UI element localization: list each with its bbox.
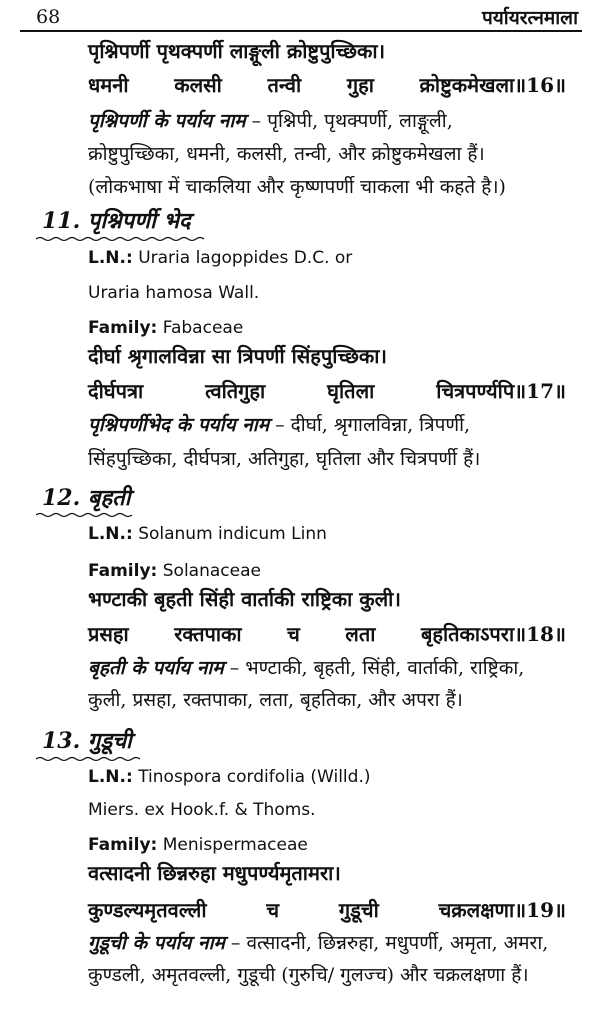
latin-name: Solanum indicum Linn (138, 524, 327, 544)
verse-word: बृहतिकाऽपरा॥18॥ (420, 622, 566, 646)
latin-name: Uraria lagoppides D.C. or (138, 248, 353, 268)
family-line (88, 835, 308, 855)
ln-label: L.N.: (88, 524, 133, 544)
ln-label: L.N.: (88, 248, 133, 268)
synonym-label: बृहती के पर्याय नाम (88, 657, 224, 679)
synonym-16-line-1 (88, 107, 453, 133)
verse-word: चित्रपर्ण्यपि॥17॥ (436, 379, 566, 403)
family-label: Family: (88, 318, 158, 338)
latin-name-line-1 (88, 248, 352, 268)
synonym-text: – भण्टाकी, बृहती, सिंही, वार्ताकी, राष्ट्रिका, (229, 657, 525, 679)
family-label: Family: (88, 561, 158, 581)
verse-word: तन्वी (267, 73, 302, 97)
latin-name-line-1 (88, 524, 327, 544)
latin-name-line-2: Uraria hamosa Wall. (88, 283, 260, 303)
synonym-19-line-2: कुण्डली, अमृतवल्ली, गुडूची (गुरुचि/ गुलज्च) और चक्रलक्षणा हैं। (88, 964, 529, 986)
verse-word: प्रसहा (88, 622, 129, 646)
verse-word: च (287, 622, 300, 646)
verse-16-line-1: पृश्निपर्णी पृथक्पर्णी लाङ्गूली क्रोष्टुपुच्छिका। (88, 39, 386, 63)
section-heading-11: 11. पृश्निपर्णी भेद (42, 208, 191, 234)
verse-19-line-2 (88, 896, 566, 923)
verse-word: च (266, 898, 280, 922)
family-value: Menispermaceae (162, 835, 308, 855)
verse-17-line-1: दीर्घा श्रृगालविन्ना सा त्रिपर्णी सिंहपुच्छिका। (88, 344, 387, 368)
latin-name-line-1 (88, 767, 370, 787)
synonym-text: – वत्सादनी, छिन्नरुहा, मधुपर्णी, अमृता, अमरा, (230, 932, 549, 954)
synonym-text: – दीर्घा, श्रृगालविन्ना, त्रिपर्णी, (275, 414, 471, 436)
synonym-17-line-2: सिंहपुच्छिका, दीर्घपत्रा, अतिगुहा, घृतिला और चित्रपर्णी हैं। (88, 448, 481, 470)
verse-word: कलसी (174, 73, 222, 97)
verse-word: चक्रलक्षणा॥19॥ (438, 898, 566, 922)
verse-word: दीर्घपत्रा (88, 379, 144, 403)
running-title: पर्यायरत्नमाला (482, 7, 578, 29)
vernacular-note: (लोकभाषा में चाकलिया और कृष्णपर्णी चाकला भी कहते है।) (88, 176, 506, 198)
synonym-label: गुडूची के पर्याय नाम (88, 932, 225, 954)
family-line (88, 318, 243, 338)
header-rule (20, 30, 582, 32)
latin-name: Tinospora cordifolia (Willd.) (138, 767, 371, 787)
synonym-label: पृश्निपर्णी के पर्याय नाम (88, 110, 246, 132)
synonym-text: – पृश्निपी, पृथक्पर्णी, लाङ्गूली, (251, 110, 453, 132)
section-heading-12: 12. बृहती (42, 485, 131, 511)
verse-word: कुण्डल्यमृतवल्ली (88, 898, 207, 922)
family-line (88, 561, 261, 581)
section-heading-13: 13. गुडूची (42, 728, 132, 754)
family-label: Family: (88, 835, 158, 855)
verse-word: क्रोष्टुकमेखला॥16॥ (419, 73, 566, 97)
family-value: Fabaceae (162, 318, 244, 338)
synonym-18-line-2: कुली, प्रसहा, रक्तपाका, लता, बृहतिका, और अपरा हैं। (88, 689, 463, 711)
verse-word: घृतिला (327, 379, 375, 403)
verse-16-line-2 (88, 71, 566, 98)
synonym-16-line-2: क्रोष्टुपुच्छिका, धमनी, कलसी, तन्वी, और क्रोष्टुकमेखला हैं। (88, 143, 485, 165)
verse-18-line-2 (88, 620, 566, 647)
verse-word: लता (345, 622, 376, 646)
synonym-17-line-1 (88, 411, 470, 437)
family-value: Solanaceae (162, 561, 261, 581)
verse-19-line-1: वत्सादनी छिन्नरुहा मधुपर्ण्यमृतामरा। (88, 861, 341, 885)
verse-word: रक्तपाका (174, 622, 242, 646)
heading-underline (36, 236, 206, 242)
synonym-19-line-1 (88, 929, 548, 955)
verse-word: गुडूची (338, 898, 379, 922)
verse-word: त्वतिगुहा (205, 379, 266, 403)
verse-17-line-2 (88, 377, 566, 404)
page-number: 68 (36, 6, 61, 28)
synonym-label: पृश्निपर्णीभेद के पर्याय नाम (88, 414, 270, 436)
verse-word: धमनी (88, 73, 129, 97)
ln-label: L.N.: (88, 767, 133, 787)
verse-word: गुहा (346, 73, 374, 97)
page-header (0, 0, 600, 32)
latin-name-line-2: Miers. ex Hook.f. & Thoms. (88, 800, 316, 820)
heading-underline (36, 512, 136, 518)
heading-underline (36, 756, 140, 762)
verse-18-line-1: भण्टाकी बृहती सिंही वार्ताकी राष्ट्रिका कुली। (88, 587, 401, 611)
synonym-18-line-1 (88, 654, 524, 680)
